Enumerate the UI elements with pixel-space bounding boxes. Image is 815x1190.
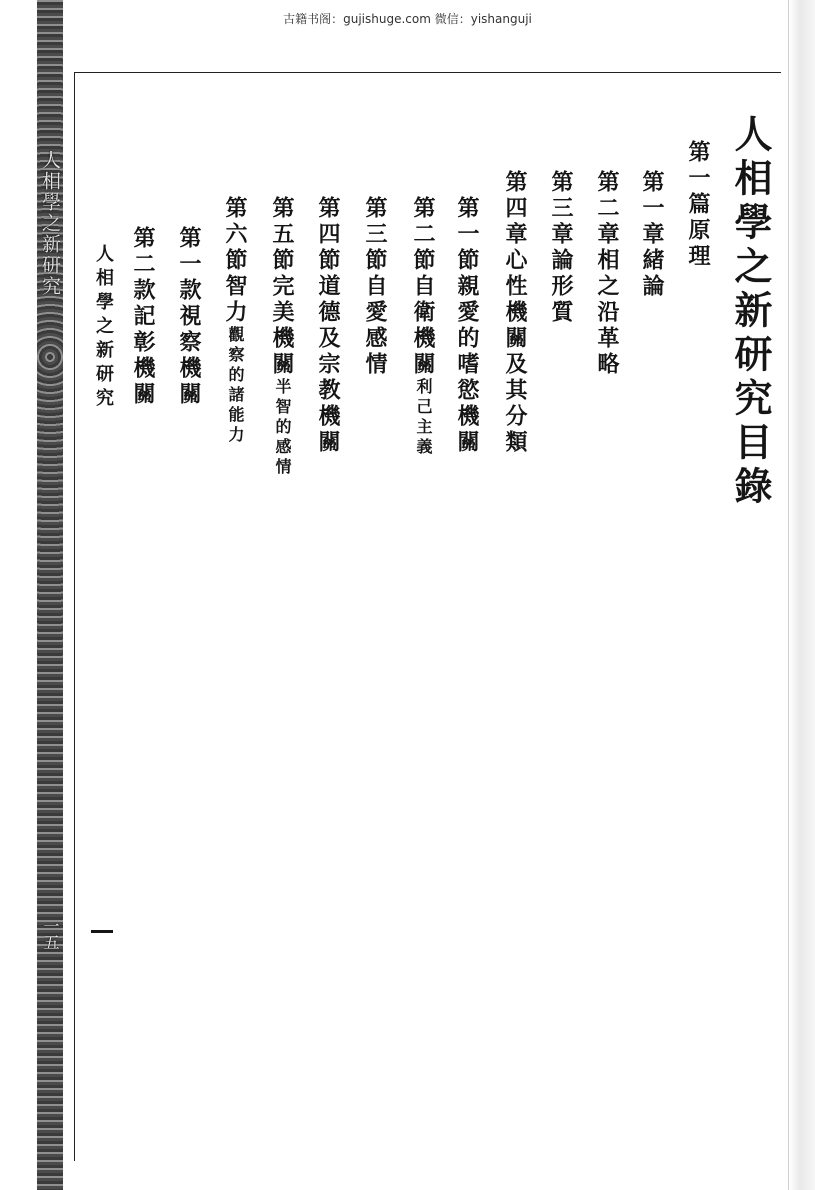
watermark-text: 古籍书阁：gujishuge.com 微信：yishanguji (283, 12, 532, 26)
toc-article-2: 第二款記彰機關 (130, 226, 156, 408)
spine-page-number: 一五 (41, 918, 60, 950)
toc-chapter-3: 第三章論形質 (548, 170, 574, 326)
toc-part-name: 原理 (685, 218, 711, 270)
toc-section-4: 第四節道德及宗教機關 (315, 196, 341, 456)
toc-chapter-2: 第二章相之沿革略 (594, 170, 620, 378)
toc-chapter-4: 第四章心性機關及其分類 (502, 170, 528, 456)
toc-part-label: 第一篇 (685, 140, 711, 218)
toc-section-5: 第五節完美機關半智的感情 (269, 196, 295, 478)
toc-section-1: 第一節親愛的嗜慾機關 (454, 196, 480, 456)
page-edge (788, 0, 815, 1190)
toc-title: 人相學之新研究目錄 (728, 114, 773, 510)
page-number-mark (91, 930, 113, 933)
toc-section-6: 第六節智力觀察的諸能力 (222, 196, 248, 446)
toc-article-1: 第一款視察機關 (176, 226, 202, 408)
toc-section-2: 第二節自衛機關利己主義 (410, 196, 436, 458)
book-spine (37, 0, 63, 1190)
toc-chapter-1: 第一章緒論 (639, 170, 665, 300)
running-title: 人相學之新研究 (93, 244, 114, 412)
toc-part (683, 140, 713, 270)
spine-title: 人相學之新研究 (39, 150, 61, 297)
toc-section-3: 第三節自愛感情 (362, 196, 388, 378)
